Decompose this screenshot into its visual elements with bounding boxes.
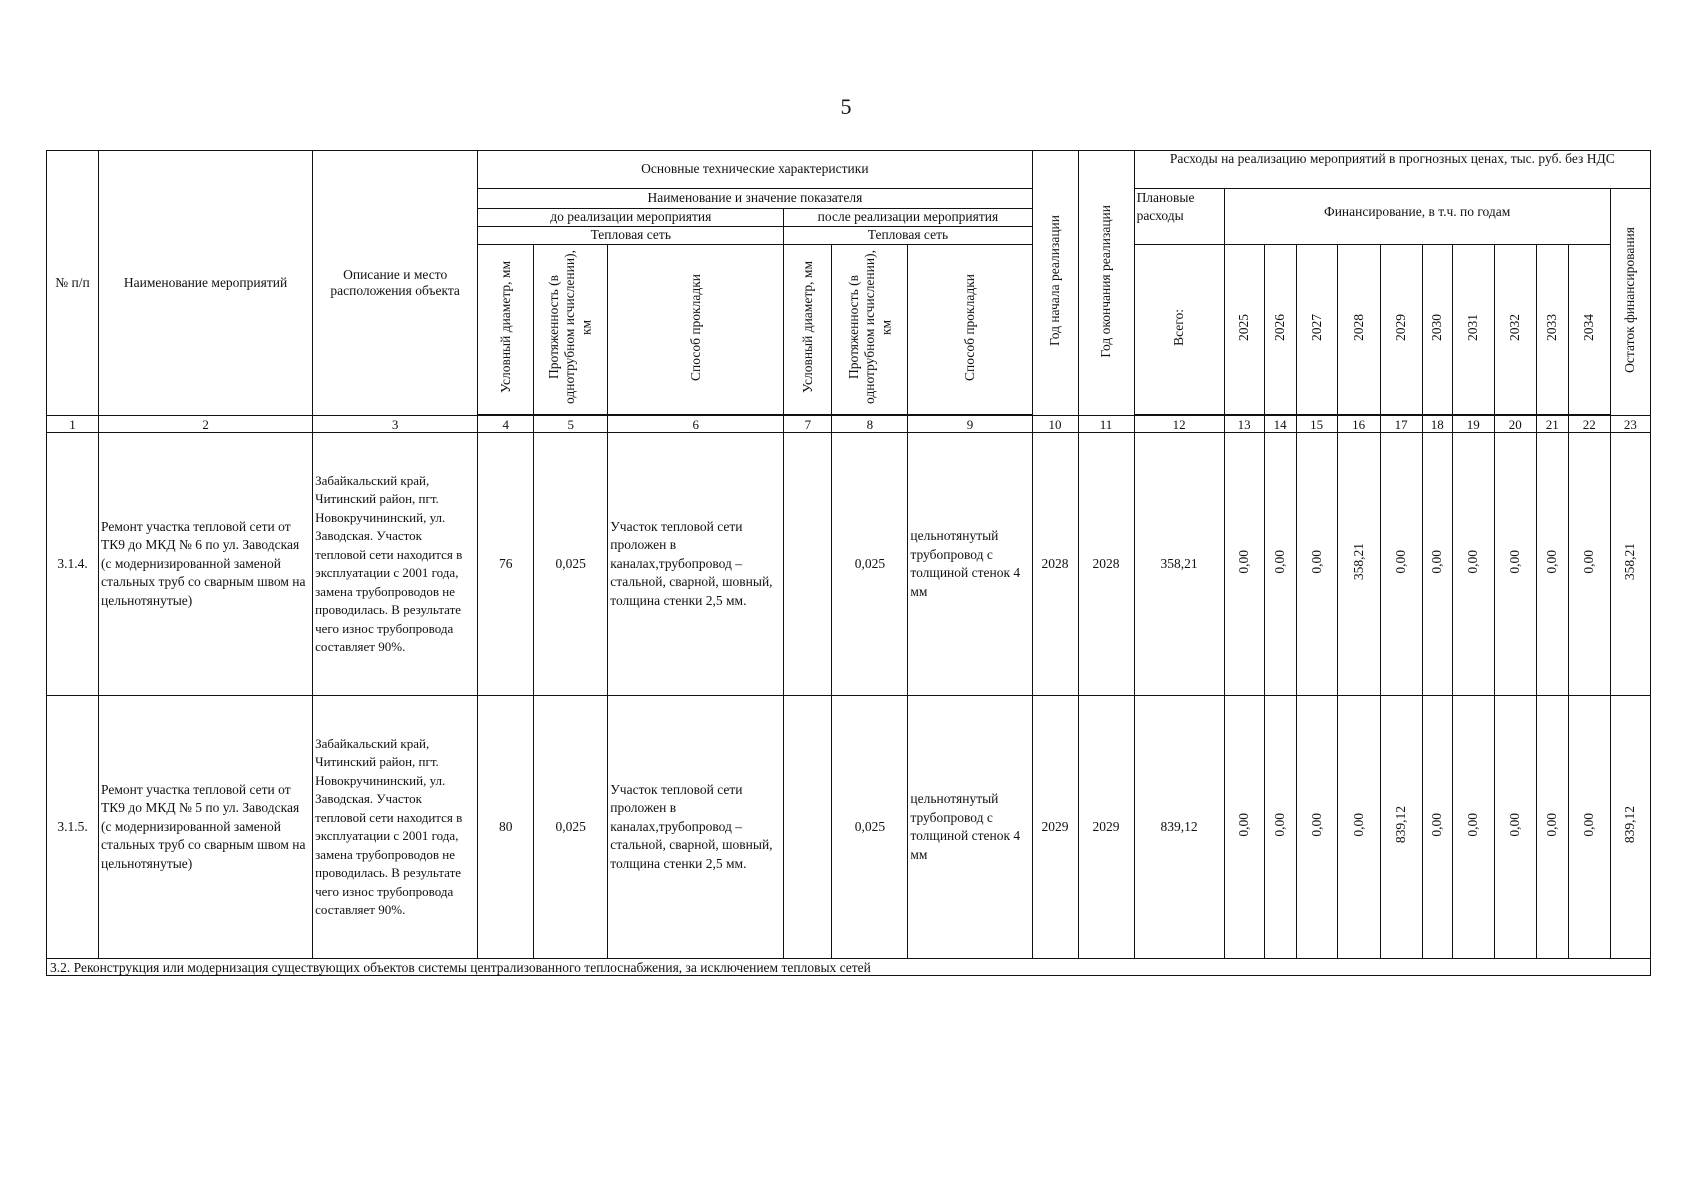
column-number: 2 bbox=[99, 416, 313, 433]
row-method-after: цельнотянутый трубопровод с толщиной стенок 4 мм bbox=[908, 696, 1032, 959]
header-planned: Плановые расходы bbox=[1134, 189, 1224, 245]
row-year-value: 0,00 bbox=[1337, 696, 1380, 959]
header-method-before: Способ прокладки bbox=[608, 245, 784, 415]
header-end-year: Год окончания реализации bbox=[1078, 151, 1134, 416]
header-year-2033: 2033 bbox=[1536, 245, 1568, 415]
column-number: 9 bbox=[908, 416, 1032, 433]
header-start-year: Год начала реализации bbox=[1032, 151, 1078, 416]
row-end-year: 2029 bbox=[1078, 696, 1134, 959]
header-before: до реализации мероприятия bbox=[478, 209, 784, 227]
header-network-after: Тепловая сеть bbox=[784, 227, 1032, 245]
column-number: 21 bbox=[1536, 416, 1568, 433]
row-year-value: 0,00 bbox=[1264, 433, 1296, 696]
column-number: 11 bbox=[1078, 416, 1134, 433]
row-diameter-before: 80 bbox=[478, 696, 534, 959]
row-diameter-before: 76 bbox=[478, 433, 534, 696]
column-number: 22 bbox=[1568, 416, 1610, 433]
column-number: 18 bbox=[1422, 416, 1452, 433]
header-year-2032: 2032 bbox=[1494, 245, 1536, 415]
column-number: 10 bbox=[1032, 416, 1078, 433]
row-end-year: 2028 bbox=[1078, 433, 1134, 696]
column-number: 8 bbox=[832, 416, 908, 433]
header-year-2034: 2034 bbox=[1568, 245, 1610, 415]
row-method-before: Участок тепловой сети проложен в каналах,трубопровод – стальной, сварной, шовный, толщина стенки 2,5 мм. bbox=[608, 433, 784, 696]
row-length-after: 0,025 bbox=[832, 433, 908, 696]
column-number: 23 bbox=[1610, 416, 1650, 433]
row-year-value: 0,00 bbox=[1568, 696, 1610, 959]
column-number: 4 bbox=[478, 416, 534, 433]
row-total: 358,21 bbox=[1134, 433, 1224, 696]
row-year-value: 0,00 bbox=[1296, 433, 1337, 696]
header-length-before: Протяженность (в однотрубном исчислении), км bbox=[534, 245, 608, 415]
row-year-value: 0,00 bbox=[1264, 696, 1296, 959]
column-number: 13 bbox=[1224, 416, 1264, 433]
header-year-2031: 2031 bbox=[1452, 245, 1494, 415]
header-remaining: Остаток финансирования bbox=[1610, 189, 1650, 416]
row-year-value: 0,00 bbox=[1494, 433, 1536, 696]
header-year-2028: 2028 bbox=[1337, 245, 1380, 415]
row-year-value: 0,00 bbox=[1380, 433, 1422, 696]
row-year-value: 0,00 bbox=[1568, 433, 1610, 696]
row-num: 3.1.4. bbox=[47, 433, 99, 696]
row-year-value: 0,00 bbox=[1422, 696, 1452, 959]
row-method-before: Участок тепловой сети проложен в каналах,трубопровод – стальной, сварной, шовный, толщина стенки 2,5 мм. bbox=[608, 696, 784, 959]
row-year-value: 0,00 bbox=[1224, 433, 1264, 696]
row-length-before: 0,025 bbox=[534, 696, 608, 959]
row-year-value: 0,00 bbox=[1224, 696, 1264, 959]
row-num: 3.1.5. bbox=[47, 696, 99, 959]
header-funding: Финансирование, в т.ч. по годам bbox=[1224, 189, 1610, 245]
column-number: 3 bbox=[313, 416, 478, 433]
row-length-after: 0,025 bbox=[832, 696, 908, 959]
row-year-value: 0,00 bbox=[1536, 696, 1568, 959]
row-name: Ремонт участка тепловой сети от ТК9 до МКД № 5 по ул. Заводская (с модернизированной заменой стальных труб со сварным швом на цельнотянутые) bbox=[99, 696, 313, 959]
investment-table bbox=[46, 150, 1651, 976]
column-number: 6 bbox=[608, 416, 784, 433]
header-after: после реализации мероприятия bbox=[784, 209, 1032, 227]
column-number: 19 bbox=[1452, 416, 1494, 433]
header-num: № п/п bbox=[47, 151, 99, 416]
column-numbers-row bbox=[47, 416, 1651, 433]
header-tech: Основные технические характеристики bbox=[478, 151, 1032, 189]
column-number: 14 bbox=[1264, 416, 1296, 433]
row-remaining: 358,21 bbox=[1610, 433, 1650, 696]
page-number: 5 bbox=[840, 94, 852, 119]
row-year-value: 0,00 bbox=[1296, 696, 1337, 959]
row-description: Забайкальский край, Читинский район, пгт. Новокручининский, ул. Заводская. Участок тепловой сети находится в эксплуатации с 2001 года, замена трубопроводов не проводилась. В результате чего износ трубопровода составляет 90%. bbox=[313, 433, 478, 696]
column-number: 7 bbox=[784, 416, 832, 433]
column-number: 20 bbox=[1494, 416, 1536, 433]
row-remaining: 839,12 bbox=[1610, 696, 1650, 959]
header-year-2030: 2030 bbox=[1422, 245, 1452, 415]
column-number: 12 bbox=[1134, 416, 1224, 433]
row-year-value: 358,21 bbox=[1337, 433, 1380, 696]
header-year-2029: 2029 bbox=[1380, 245, 1422, 415]
row-diameter-after bbox=[784, 433, 832, 696]
section-footer: 3.2. Реконструкция или модернизация существующих объектов системы централизованного теплоснабжения, за исключением тепловых сетей bbox=[47, 959, 1651, 976]
column-number: 1 bbox=[47, 416, 99, 433]
header-total: Всего: bbox=[1134, 245, 1224, 415]
header-year-2026: 2026 bbox=[1264, 245, 1296, 415]
row-year-value: 0,00 bbox=[1494, 696, 1536, 959]
header-year-2025: 2025 bbox=[1224, 245, 1264, 415]
header-network-before: Тепловая сеть bbox=[478, 227, 784, 245]
column-number: 17 bbox=[1380, 416, 1422, 433]
row-description: Забайкальский край, Читинский район, пгт. Новокручининский, ул. Заводская. Участок тепловой сети находится в эксплуатации с 2001 года, замена трубопроводов не проводилась. В результате чего износ трубопровода составляет 90%. bbox=[313, 696, 478, 959]
row-year-value: 0,00 bbox=[1452, 433, 1494, 696]
row-start-year: 2028 bbox=[1032, 433, 1078, 696]
table-row bbox=[47, 696, 1651, 959]
column-number: 5 bbox=[534, 416, 608, 433]
header-year-2027: 2027 bbox=[1296, 245, 1337, 415]
header-method-after: Способ прокладки bbox=[908, 245, 1032, 415]
row-total: 839,12 bbox=[1134, 696, 1224, 959]
row-length-before: 0,025 bbox=[534, 433, 608, 696]
row-diameter-after bbox=[784, 696, 832, 959]
row-start-year: 2029 bbox=[1032, 696, 1078, 959]
row-year-value: 0,00 bbox=[1452, 696, 1494, 959]
header-diameter-before: Условный диаметр, мм bbox=[478, 245, 534, 415]
header-name: Наименование мероприятий bbox=[99, 151, 313, 416]
header-diameter-after: Условный диаметр, мм bbox=[784, 245, 832, 415]
table-row bbox=[47, 433, 1651, 696]
row-year-value: 0,00 bbox=[1422, 433, 1452, 696]
column-number: 16 bbox=[1337, 416, 1380, 433]
row-method-after: цельнотянутый трубопровод с толщиной стенок 4 мм bbox=[908, 433, 1032, 696]
row-year-value: 839,12 bbox=[1380, 696, 1422, 959]
row-name: Ремонт участка тепловой сети от ТК9 до МКД № 6 по ул. Заводская (с модернизированной заменой стальных труб со сварным швом на цельнотянутые) bbox=[99, 433, 313, 696]
header-description: Описание и место расположения объекта bbox=[313, 151, 478, 416]
header-costs: Расходы на реализацию мероприятий в прогнозных ценах, тыс. руб. без НДС bbox=[1134, 151, 1650, 189]
header-length-after: Протяженность (в однотрубном исчислении), км bbox=[832, 245, 908, 415]
column-number: 15 bbox=[1296, 416, 1337, 433]
header-indicator: Наименование и значение показателя bbox=[478, 189, 1032, 209]
row-year-value: 0,00 bbox=[1536, 433, 1568, 696]
